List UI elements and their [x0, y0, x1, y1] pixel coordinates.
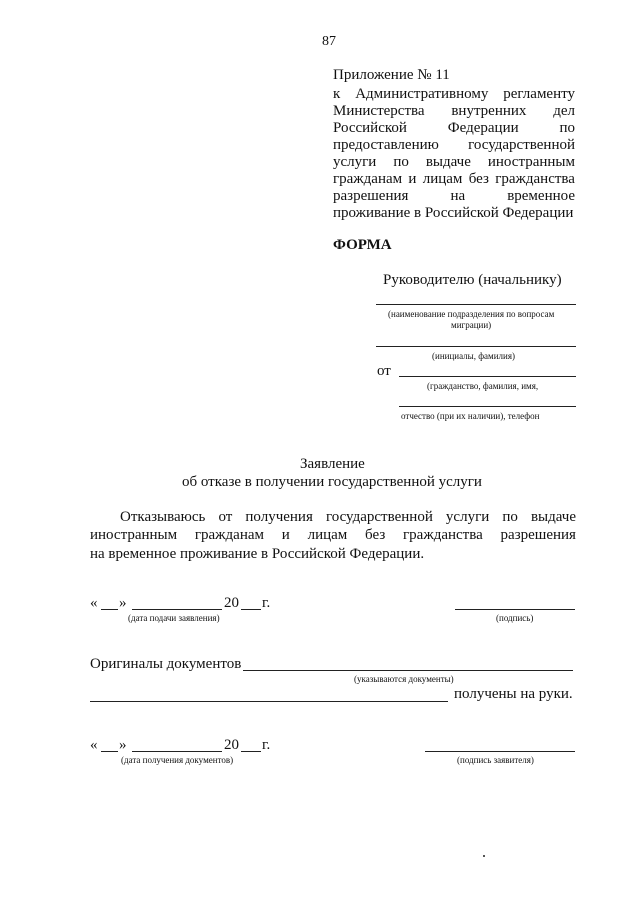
scan-speck — [483, 855, 485, 857]
received-label: получены на руки. — [454, 686, 573, 702]
year-field[interactable] — [241, 609, 261, 610]
statement-word: выдаче — [530, 509, 576, 525]
appendix-word: по — [559, 120, 575, 136]
patronymic-hint: отчество (при их наличии), телефон — [401, 411, 540, 421]
appendix-line — [333, 137, 575, 154]
appendix-word: Административному — [355, 86, 489, 102]
statement-word: разрешения — [500, 527, 576, 543]
year-field-2[interactable] — [241, 751, 261, 752]
citizenship-field[interactable] — [399, 376, 576, 377]
appendix-word: гражданства — [495, 171, 575, 187]
appendix-word: услуги — [333, 154, 377, 170]
unit-name-hint: (наименование подразделения по вопросам — [388, 309, 555, 319]
receipt-date-hint: (дата получения документов) — [121, 755, 234, 765]
appendix-word: регламенту — [503, 86, 575, 102]
appendix-line — [333, 171, 575, 188]
appendix-line — [333, 120, 575, 137]
close-quote-2: » — [119, 737, 127, 753]
month-field[interactable] — [132, 609, 222, 610]
appendix-line — [333, 154, 575, 171]
statement-word: Отказываюсь — [120, 509, 206, 525]
statement-word: и — [281, 527, 290, 543]
from-label: от — [377, 363, 391, 379]
appendix-word: по — [393, 154, 409, 170]
recipient-to: Руководителю (начальнику) — [383, 272, 562, 288]
page-number: 87 — [322, 34, 336, 49]
appendix-word: выдаче — [425, 154, 471, 170]
applicant-signature-field[interactable] — [425, 751, 575, 752]
appendix-word: Российской — [333, 120, 407, 136]
signature-hint: (подпись) — [496, 613, 534, 623]
initials-field[interactable] — [376, 346, 576, 347]
open-quote-2: « — [90, 737, 98, 753]
day-field[interactable] — [101, 609, 118, 610]
statement-line-3: на временное проживание в Российской Федерации. — [90, 546, 425, 562]
statement-word: услуги — [445, 509, 490, 525]
statement-word: иностранным — [90, 527, 178, 543]
statement-word: гражданам — [194, 527, 265, 543]
applicant-signature-hint: (подпись заявителя) — [457, 755, 534, 765]
appendix-word: лицам — [422, 171, 463, 187]
appendix-word: гражданам — [333, 171, 403, 187]
appendix-word: временное — [507, 188, 575, 204]
month-field-2[interactable] — [132, 751, 222, 752]
documents-field-2[interactable] — [90, 701, 448, 702]
appendix-word: внутренних — [451, 103, 527, 119]
appendix-line — [333, 188, 575, 205]
patronymic-field[interactable] — [399, 406, 576, 407]
appendix-word: Министерства — [333, 103, 425, 119]
appendix-word: дел — [553, 103, 575, 119]
initials-hint: (инициалы, фамилия) — [432, 351, 515, 361]
statement-word: получения — [245, 509, 313, 525]
statement-line-2 — [90, 527, 576, 544]
appendix-last-line: проживание в Российской Федерации — [333, 205, 574, 221]
citizenship-hint: (гражданство, фамилия, имя, — [427, 381, 539, 391]
statement-line-1 — [120, 509, 576, 526]
statement-word: от — [218, 509, 233, 525]
statement-subtitle: об отказе в получении государственной услуги — [182, 474, 482, 490]
form-label: ФОРМА — [333, 237, 392, 253]
appendix-word: на — [450, 188, 466, 204]
statement-word: государственной — [325, 509, 433, 525]
statement-word: гражданства — [403, 527, 483, 543]
appendix-word: иностранным — [487, 154, 575, 170]
appendix-title: Приложение № 11 — [333, 67, 450, 83]
submission-date-hint: (дата подачи заявления) — [128, 613, 220, 623]
open-quote: « — [90, 595, 98, 611]
appendix-word: к — [333, 86, 341, 102]
unit-name-hint-2: миграции) — [451, 320, 492, 330]
signature-field[interactable] — [455, 609, 575, 610]
appendix-word: без — [468, 171, 489, 187]
year-prefix: 20 — [224, 595, 239, 611]
statement-word: без — [365, 527, 386, 543]
appendix-word: предоставлению — [333, 137, 439, 153]
documents-field[interactable] — [243, 670, 573, 671]
unit-name-field[interactable] — [376, 304, 576, 305]
close-quote: » — [119, 595, 127, 611]
appendix-word: государственной — [468, 137, 575, 153]
originals-label: Оригиналы документов — [90, 656, 242, 672]
appendix-line — [333, 86, 575, 103]
year-prefix-2: 20 — [224, 737, 239, 753]
appendix-word: Федерации — [447, 120, 519, 136]
documents-hint: (указываются документы) — [354, 674, 454, 684]
appendix-word: разрешения — [333, 188, 409, 204]
year-suffix-2: г. — [262, 737, 271, 753]
statement-word: лицам — [307, 527, 348, 543]
day-field-2[interactable] — [101, 751, 118, 752]
year-suffix: г. — [262, 595, 271, 611]
statement-title: Заявление — [300, 456, 365, 472]
statement-word: по — [502, 509, 518, 525]
appendix-line — [333, 103, 575, 120]
appendix-word: и — [408, 171, 417, 187]
